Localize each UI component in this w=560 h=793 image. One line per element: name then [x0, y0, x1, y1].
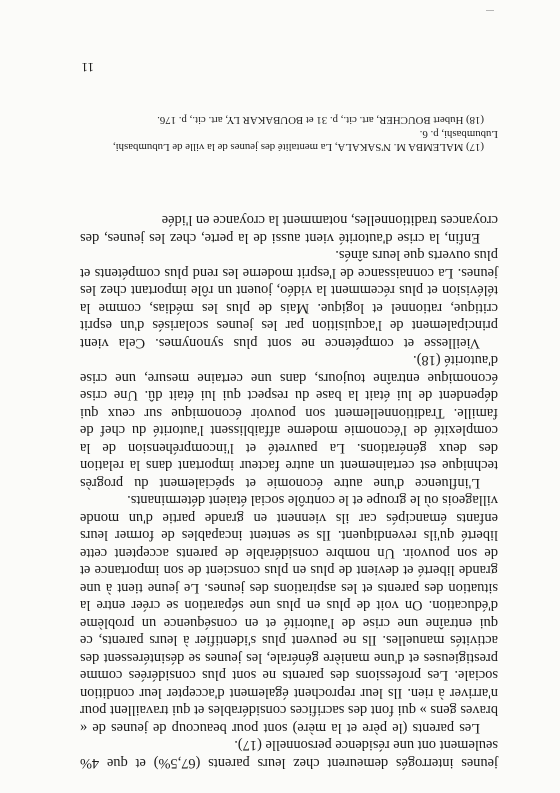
paragraph-competence: Vieillesse et compétence ne sont plus synonymes. Cela vient principalement de l'acquisition par les jeunes scolarisés d'un esprit critique, rationnel et logique. Mais de plus les médias, comme la télévision et plus récemment la vidéo, jouent un rôle important chez les jeunes. La connaissance de l'esprit moderne les rend plus compétents et plus ouverts que leurs aînés. — [80, 247, 498, 351]
paragraph-parents: Les parents (le père et la mère) sont pour beaucoup de jeunes de « braves gens » qui font des sacrifices considérables et qui travaillent pour n'arriver à rien. Ils leur reprochent également d'accepter leur condition sociale. Les professions des parents ne sont plus considérées comme prestigieuses et d'une manière générale, les jeunes se désintéressent des activités manuelles. Ils ne peuvent plus s'identifier à leurs parents, ce qui entraîne une crise de l'autorité et en conséquence un problème d'éducation. On voit de plus en plus une séparation se créer entre la situation des parents et les aspirations des jeunes. Le jeune tient à une grande liberté et devient de plus en plus conscient de son importance et de son pouvoir. Un nombre considérable de parents acceptent cette liberté qu'ils revendiquent. Ils se sentent incapables de former leurs enfants émancipés car ils viennent en grande partie d'un monde villageois où le groupe et le contrôle social étaient déterminants. — [80, 492, 498, 736]
footnotes — [80, 112, 498, 153]
footnote-17: (17) MALEMBA M. N'SAKALA, La mentalité des jeunes de la ville de Lubumbashi, Lubumbashi, p. 6. — [112, 128, 498, 153]
paragraph-continuation: jeunes interrogés demeurent chez leurs parents (67,5%) et que 4% seulement ont une résidence personnelle (17). — [80, 737, 498, 771]
paragraph-economy: L'influence d'une autre économie et spécialement du progrès technique est certainement un autre facteur important dans la relation des deux générations. La pauvreté et l'incompréhension de la complexité de l'économie moderne affaiblissent l'autorité du chef de famille. Traditionnellement son pouvoir économique sur ceux qui dépendent de lui était la base du respect qui lui était dû. Une crise économique entraîne toujours, dans une certaine mesure, une crise d'autorité (18). — [80, 352, 498, 491]
paragraph-beliefs: Enfin, la crise d'autorité vient aussi de la perte, chez les jeunes, des croyances traditionnelles, notamment la croyance en l'idée — [80, 212, 498, 246]
footnote-18: (18) Hubert BOUCHER, art. cit., p. 31 et BOUBAKAR LY, art. cit., p. 176. — [157, 114, 484, 126]
page-number: 11 — [81, 60, 94, 75]
body-text — [80, 211, 498, 771]
